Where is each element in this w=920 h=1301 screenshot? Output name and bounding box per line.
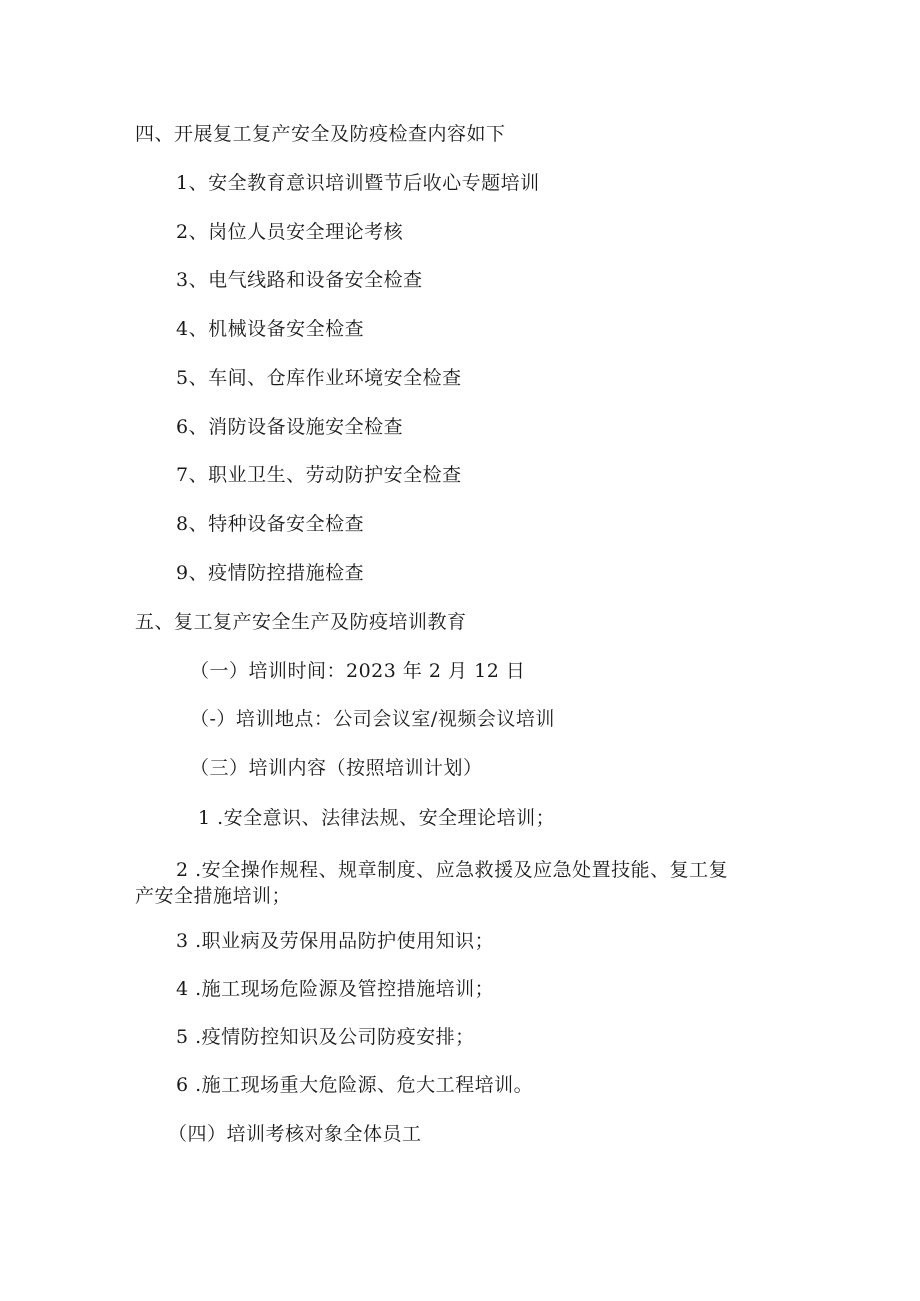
section-5-heading: 五、复工复产安全生产及防疫培训教育: [135, 611, 467, 633]
list-item: 7、职业卫生、劳动防护安全检查: [176, 464, 462, 486]
list-item: 8、特种设备安全检查: [176, 513, 365, 535]
list-item: 4、机械设备安全检查: [176, 318, 365, 340]
content-item: 5 .疫情防控知识及公司防疫安排；: [176, 1026, 475, 1048]
content-item: 3 .职业病及劳保用品防护使用知识；: [176, 930, 495, 952]
content-item: 1 .安全意识、法律法规、安全理论培训；: [198, 807, 556, 829]
list-item: 3、电气线路和设备安全检查: [176, 269, 423, 291]
content-item: 6 .施工现场重大危险源、危大工程培训。: [176, 1074, 534, 1096]
list-item: 9、疫情防控措施检查: [176, 562, 365, 584]
section-4-heading: 四、开展复工复产安全及防疫检查内容如下: [135, 123, 506, 145]
list-item: 6、消防设备设施安全检查: [176, 416, 404, 438]
training-place: （-）培训地点：公司会议室/视频会议培训: [190, 708, 555, 730]
content-item: 2 .安全操作规程、规章制度、应急救援及应急处置技能、复工复产安全措施培训；: [135, 859, 729, 907]
content-item: 4 .施工现场危险源及管控措施培训；: [176, 978, 495, 1000]
training-content-title: （三）培训内容（按照培训计划）: [190, 757, 483, 779]
training-target: （四）培训考核对象全体员工: [168, 1123, 422, 1145]
list-item: 2、岗位人员安全理论考核: [176, 221, 404, 243]
list-item: 5、车间、仓库作业环境安全检查: [176, 367, 462, 389]
training-time: （一）培训时间：2023 年 2 月 12 日: [190, 660, 526, 682]
list-item: 1、安全教育意识培训暨节后收心专题培训: [176, 172, 540, 194]
